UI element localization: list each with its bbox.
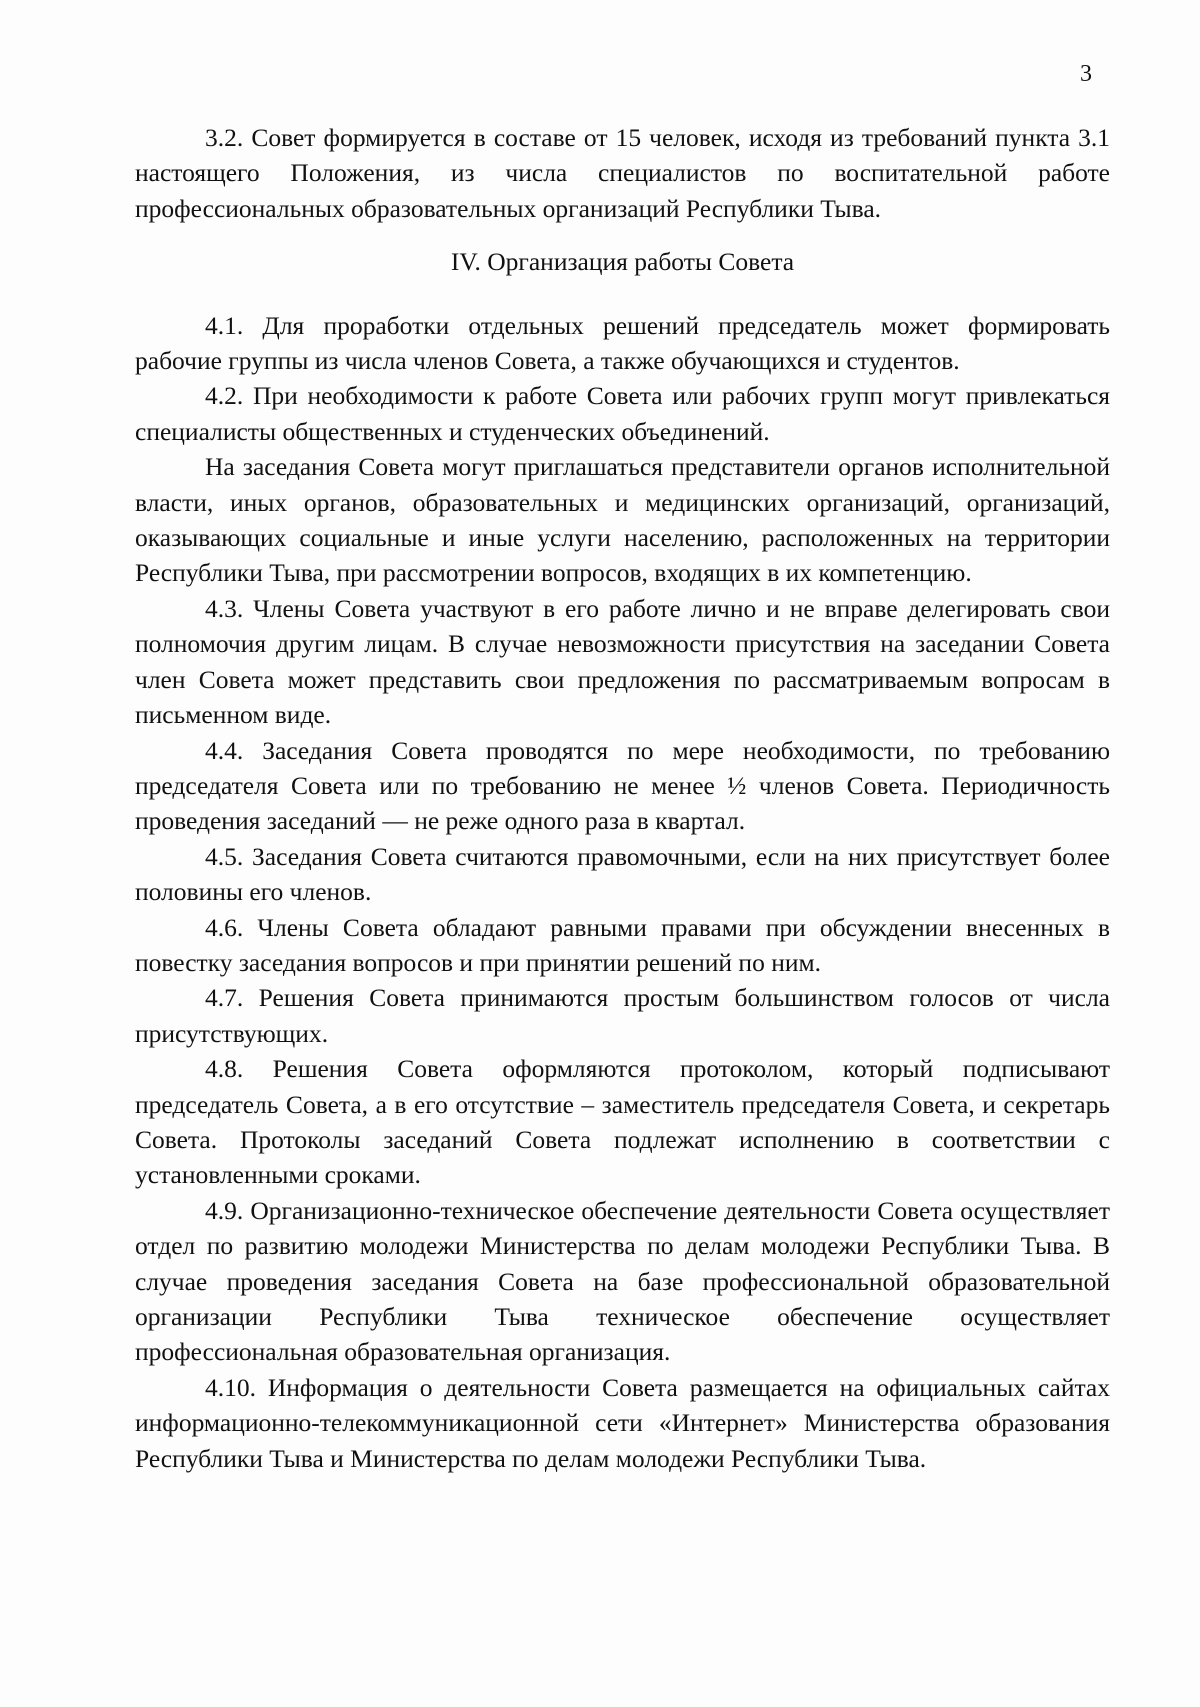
paragraph-3-2: 3.2. Совет формируется в составе от 15 человек, исходя из требований пункта 3.1 настоящего Положения, из числа специалистов по воспитательной работе профессиональных образовательных организаций Республики Тыва. [135,123,1110,223]
page-number: 3 [1080,61,1092,87]
paragraph-4-2-continued: На заседания Совета могут приглашаться представители органов исполнительной власти, иных органов, образовательных и медицинских организаций, организаций, оказывающих социальные и иные услуги населению, расположенных на территории Республики Тыва, при рассмотрении вопросов, входящих в их компетенцию. [135,452,1110,588]
section-heading: IV. Организация работы Совета [450,247,795,277]
paragraph-4-7: 4.7. Решения Совета принимаются простым большинством голосов от числа присутствующих. [135,983,1110,1048]
paragraph-4-2: 4.2. При необходимости к работе Совета или рабочих групп могут привлекаться специалисты общественных и студенческих объединений. [135,381,1110,446]
paragraph-4-1: 4.1. Для проработки отдельных решений председатель может формировать рабочие группы из числа членов Совета, а также обучающихся и студентов. [135,310,1110,376]
document-body [135,120,1110,1476]
paragraph-4-8: 4.8. Решения Совета оформляются протоколом, который подписывают председатель Совета, а в его отсутствие – заместитель председателя Совета, и секретарь Совета. Протоколы заседаний Совета подлежат исполнению в соответствии с установленными сроками. [135,1054,1110,1190]
paragraph-4-9: 4.9. Организационно-техническое обеспечение деятельности Совета осуществляет отдел по развитию молодежи Министерства по делам молодежи Республики Тыва. В случае проведения заседания Совета на базе профессиональной образовательной организации Республики Тыва техническое обеспечение осуществляет профессиональная образовательная организация. [135,1195,1110,1367]
paragraph-4-5: 4.5. Заседания Совета считаются правомочными, если на них присутствует более половины его членов. [135,841,1110,907]
paragraph-4-3: 4.3. Члены Совета участвуют в его работе лично и не вправе делегировать свои полномочия другим лицам. В случае невозможности присутствия на заседании Совета член Совета может представить свои предложения по рассматриваемым вопросам в письменном виде. [135,593,1110,730]
paragraph-4-6: 4.6. Члены Совета обладают равными правами при обсуждении внесенных в повестку заседания вопросов и при принятии решений по ним. [135,912,1110,977]
paragraph-4-10: 4.10. Информация о деятельности Совета размещается на официальных сайтах информационно-телекоммуникационной сети «Интернет» Министерства образования Республики Тыва и Министерства по делам молодежи Республики Тыва. [135,1372,1110,1473]
paragraph-4-4: 4.4. Заседания Совета проводятся по мере необходимости, по требованию председателя Совета или по требованию не менее ½ членов Совета. Периодичность проведения заседаний — не реже одного раза в квартал. [135,735,1110,836]
